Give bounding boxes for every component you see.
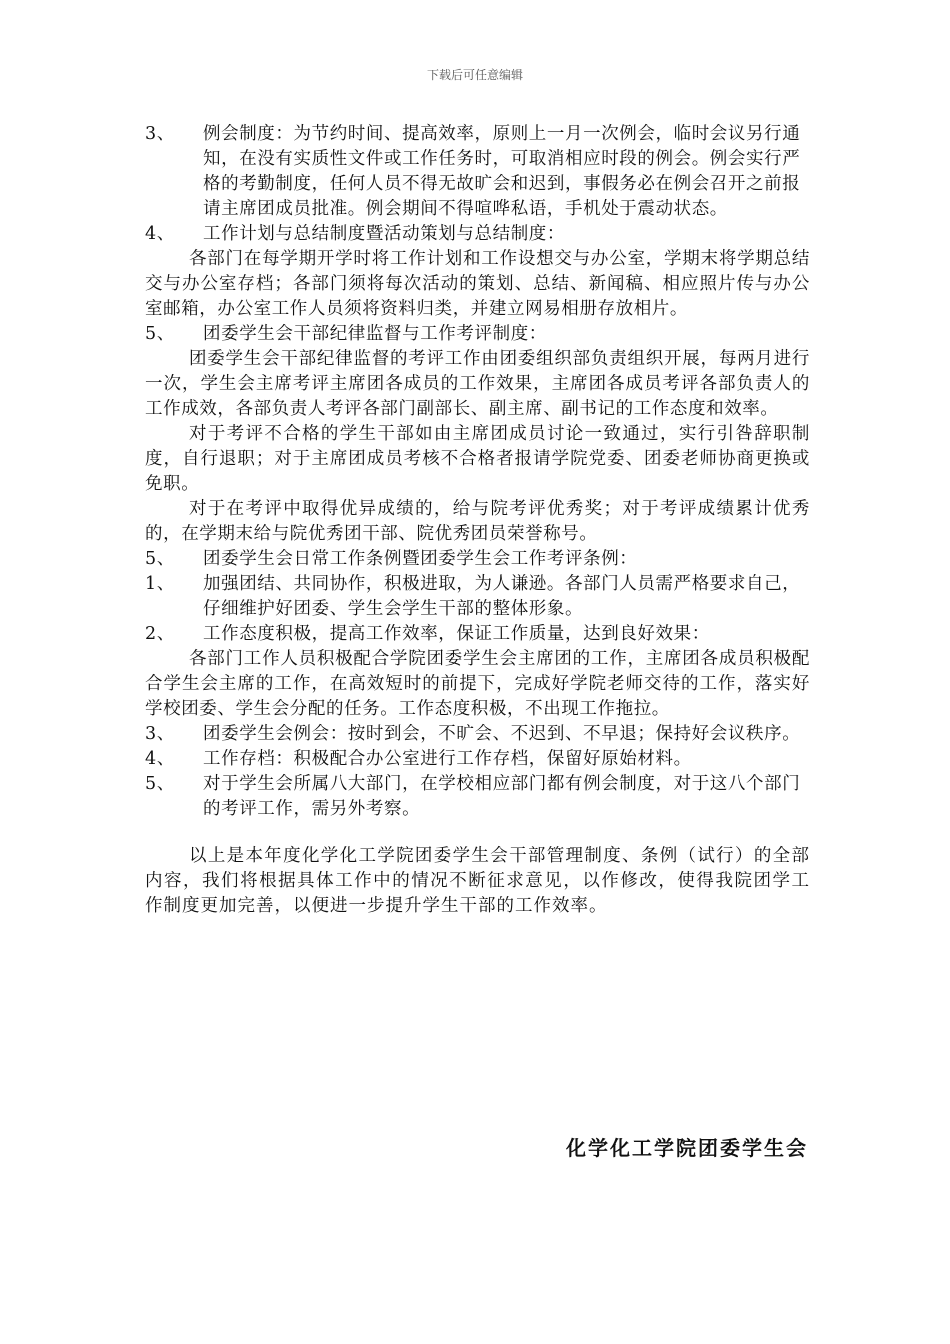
list-item <box>145 547 810 572</box>
item-number: 3、 <box>145 124 175 144</box>
item-text: 工作态度积极，提高工作效率，保证工作质量，达到良好效果： <box>203 624 710 644</box>
list-item <box>145 572 810 622</box>
list-item <box>145 222 810 247</box>
item-number: 4、 <box>145 224 175 244</box>
item-text: 团委学生会日常工作条例暨团委学生会工作考评条例： <box>203 549 638 569</box>
item-text: 团委学生会例会：按时到会，不旷会、不迟到、不早退；保持好会议秩序。 <box>203 724 801 744</box>
item-text: 例会制度：为节约时间、提高效率，原则上一月一次例会，临时会议另行通知，在没有实质性文件或工作任务时，可取消相应时段的例会。例会实行严格的考勤制度，任何人员不得无故旷会和迟到，事假务必在例会召开之前报请主席团成员批准。例会期间不得喧哗私语，手机处于震动状态。 <box>203 124 801 219</box>
closing-paragraph: 以上是本年度化学化工学院团委学生会干部管理制度、条例（试行）的全部内容，我们将根据具体工作中的情况不断征求意见，以作修改，使得我院团学工作制度更加完善，以便进一步提升学生干部的工作效率。 <box>145 846 810 916</box>
item-number: 3、 <box>145 724 175 744</box>
list-item <box>145 772 810 822</box>
paragraph: 各部门工作人员积极配合学院团委学生会主席团的工作，主席团各成员积极配合学生会主席的工作，在高效短时的前提下，完成好学院老师交待的工作，落实好学校团委、学生会分配的任务。工作态度积极，不出现工作拖拉。 <box>145 649 810 719</box>
signature: 化学化工学院团委学生会 <box>566 1136 808 1160</box>
item-number: 5、 <box>145 549 175 569</box>
item-text: 工作存档：积极配合办公室进行工作存档，保留好原始材料。 <box>203 749 692 769</box>
document-body <box>145 122 810 919</box>
list-item <box>145 122 810 222</box>
item-text: 团委学生会干部纪律监督与工作考评制度： <box>203 324 547 344</box>
paragraph: 团委学生会干部纪律监督的考评工作由团委组织部负责组织开展，每两月进行一次，学生会主席考评主席团各成员的工作效果，主席团各成员考评各部负责人的工作成效，各部负责人考评各部门副部长、副主席、副书记的工作态度和效率。 <box>145 349 810 419</box>
paragraph: 对于在考评中取得优异成绩的，给与院考评优秀奖；对于考评成绩累计优秀的，在学期末给与院优秀团干部、院优秀团员荣誉称号。 <box>145 499 810 544</box>
list-item <box>145 722 810 747</box>
spacer <box>145 822 810 844</box>
list-item <box>145 747 810 772</box>
item-text: 工作计划与总结制度暨活动策划与总结制度： <box>203 224 565 244</box>
item-number: 1、 <box>145 574 175 594</box>
list-item <box>145 322 810 347</box>
item-number: 5、 <box>145 774 175 794</box>
item-text: 加强团结、共同协作，积极进取，为人谦逊。各部门人员需严格要求自己，仔细维护好团委、学生会学生干部的整体形象。 <box>203 574 801 619</box>
item-number: 5、 <box>145 324 175 344</box>
item-number: 2、 <box>145 624 175 644</box>
page-header: 下载后可任意编辑 <box>426 68 523 82</box>
paragraph: 对于考评不合格的学生干部如由主席团成员讨论一致通过，实行引咎辞职制度，自行退职；对于主席团成员考核不合格者报请学院党委、团委老师协商更换或免职。 <box>145 424 810 494</box>
paragraph: 各部门在每学期开学时将工作计划和工作设想交与办公室，学期末将学期总结交与办公室存档；各部门须将每次活动的策划、总结、新闻稿、相应照片传与办公室邮箱，办公室工作人员须将资料归类，并建立网易相册存放相片。 <box>145 249 810 319</box>
item-number: 4、 <box>145 749 175 769</box>
list-item <box>145 622 810 647</box>
item-text: 对于学生会所属八大部门，在学校相应部门都有例会制度，对于这八个部门的考评工作，需另外考察。 <box>203 774 801 819</box>
